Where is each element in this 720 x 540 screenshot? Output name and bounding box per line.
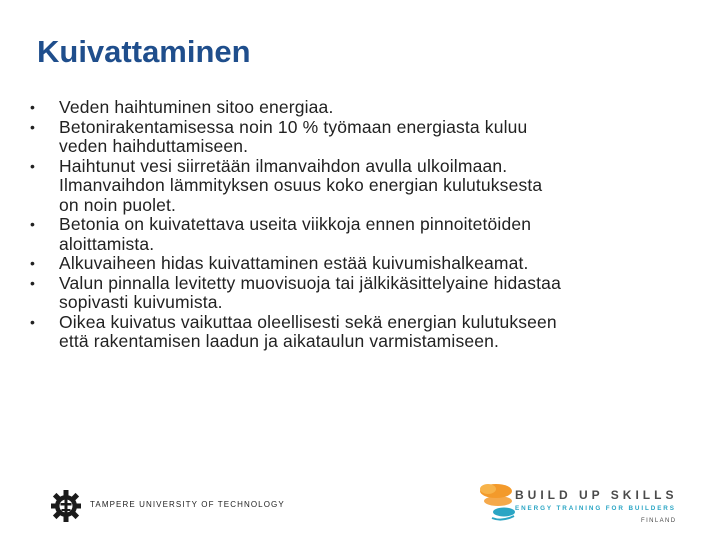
bullet-text-line: että rakentamisen laadun ja aikataulun varmistamiseen. bbox=[59, 331, 500, 351]
bullet-text-line: on noin puolet. bbox=[59, 194, 177, 215]
bus-title: BUILD UP SKILLS bbox=[515, 488, 678, 502]
bullet-item bbox=[30, 98, 690, 118]
bullet-text-line: Ilmanvaihdon lämmityksen osuus koko energian kulutuksesta bbox=[59, 175, 543, 195]
bullet-text-line: Valun pinnalla levitetty muovisuoja tai jälkikäsittelyaine hidastaa bbox=[59, 272, 561, 293]
bullet-text-line: Veden haihtuminen sitoo energiaa. bbox=[59, 97, 334, 117]
bullet-marker: • bbox=[30, 157, 36, 174]
slide-title: Kuivattaminen bbox=[37, 34, 251, 69]
bullet-text-line: Betonirakentamisessa noin 10 % työmaan energiasta kuluu bbox=[59, 116, 528, 137]
bullet-marker: • bbox=[30, 118, 36, 135]
bullet-item bbox=[30, 157, 690, 216]
bullet-text-line: Oikea kuivatus vaikuttaa oleellisesti sekä energian kulutukseen bbox=[59, 311, 557, 332]
bullet-text-line: sopivasti kuivumista. bbox=[59, 292, 223, 312]
tut-gear-icon bbox=[50, 488, 82, 524]
bullet-text-line: aloittamista. bbox=[59, 233, 155, 254]
bullet-item bbox=[30, 274, 690, 313]
bullet-marker: • bbox=[30, 99, 36, 115]
bullet-item bbox=[30, 215, 690, 254]
bullet-text-line: veden haihduttamiseen. bbox=[59, 136, 249, 156]
bus-subtitle: ENERGY TRAINING FOR BUILDERS bbox=[515, 505, 676, 512]
bullet-list bbox=[30, 98, 690, 352]
bullet-item bbox=[30, 254, 690, 274]
bullet-text-line: Betonia on kuivatettava useita viikkoja ennen pinnoitetöiden bbox=[59, 214, 532, 234]
bullet-marker: • bbox=[30, 255, 36, 271]
bullet-text-line: Haihtunut vesi siirretään ilmanvaihdon avulla ulkoilmaan. bbox=[59, 155, 508, 176]
bullet-text-line: Alkuvaiheen hidas kuivattaminen estää kuivumishalkeamat. bbox=[59, 253, 529, 273]
tut-name: TAMPERE UNIVERSITY OF TECHNOLOGY bbox=[90, 500, 285, 509]
bus-country: FINLAND bbox=[641, 518, 677, 524]
build-up-skills-logo-icon bbox=[476, 478, 520, 524]
bullet-marker: • bbox=[30, 216, 36, 232]
bullet-item bbox=[30, 313, 690, 352]
bullet-marker: • bbox=[30, 313, 36, 330]
bullet-item bbox=[30, 118, 690, 157]
bullet-marker: • bbox=[30, 274, 36, 291]
